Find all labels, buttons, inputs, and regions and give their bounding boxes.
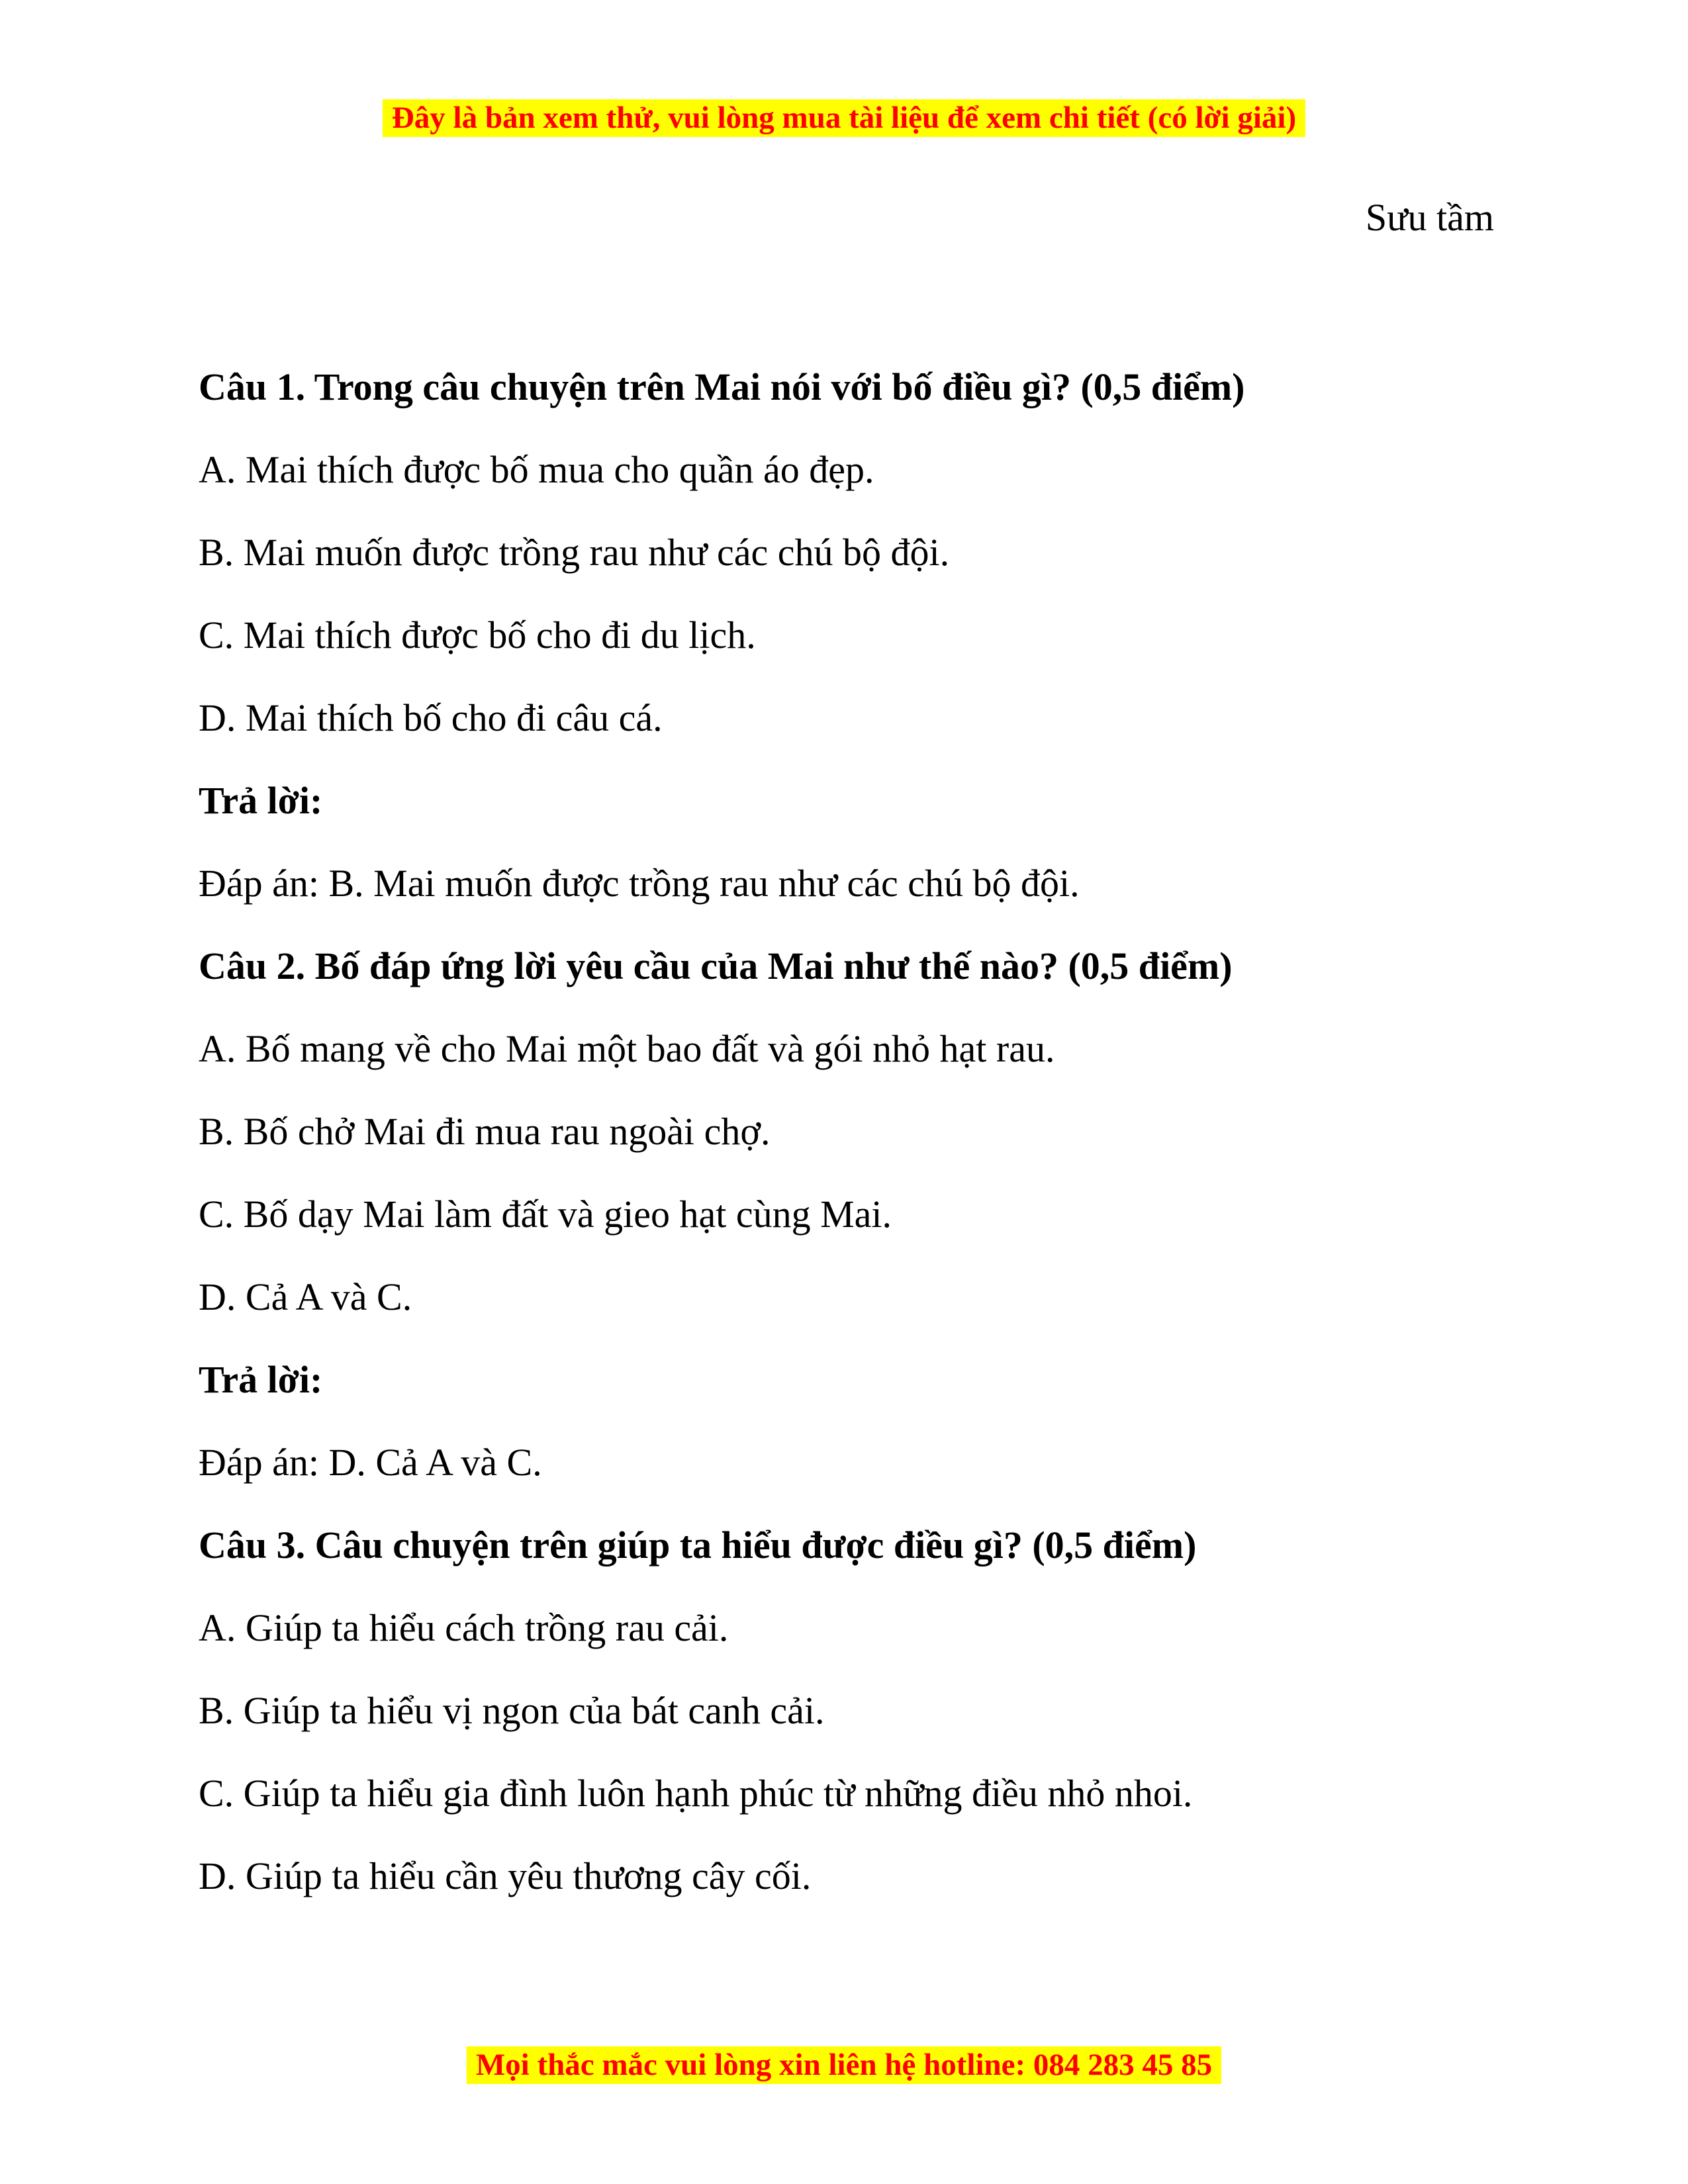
question-2-option-c: C. Bố dạy Mai làm đất và gieo hạt cùng Mai. bbox=[199, 1193, 892, 1236]
question-2-heading: Câu 2. Bố đáp ứng lời yêu cầu của Mai như thế nào? (0,5 điểm) bbox=[199, 944, 1233, 987]
question-1-option-c: C. Mai thích được bố cho đi du lịch. bbox=[199, 614, 756, 657]
question-2-option-b: B. Bố chở Mai đi mua rau ngoài chợ. bbox=[199, 1110, 771, 1153]
question-2-answer-label: Trả lời: bbox=[199, 1358, 323, 1401]
preview-notice-banner: Đây là bản xem thử, vui lòng mua tài liệu để xem chi tiết (có lời giải) bbox=[383, 99, 1305, 137]
question-1-option-b: B. Mai muốn được trồng rau như các chú bộ đội. bbox=[199, 531, 950, 574]
document-content bbox=[199, 364, 1489, 1936]
question-2-answer: Đáp án: D. Cả A và C. bbox=[199, 1441, 542, 1484]
question-3-option-a: A. Giúp ta hiểu cách trồng rau cải. bbox=[199, 1606, 729, 1649]
question-3-option-b: B. Giúp ta hiểu vị ngon của bát canh cải. bbox=[199, 1689, 825, 1732]
question-2-option-d: D. Cả A và C. bbox=[199, 1275, 412, 1318]
question-3-heading: Câu 3. Câu chuyện trên giúp ta hiểu được điều gì? (0,5 điểm) bbox=[199, 1524, 1197, 1567]
question-3-option-d: D. Giúp ta hiểu cần yêu thương cây cối. bbox=[199, 1854, 812, 1897]
question-1-answer: Đáp án: B. Mai muốn được trồng rau như các chú bộ đội. bbox=[199, 862, 1080, 905]
question-1-option-d: D. Mai thích bố cho đi câu cá. bbox=[199, 696, 663, 739]
hotline-banner: Mọi thắc mắc vui lòng xin liên hệ hotline: 084 283 45 85 bbox=[467, 2046, 1221, 2084]
question-3-option-c: C. Giúp ta hiểu gia đình luôn hạnh phúc từ những điều nhỏ nhoi. bbox=[199, 1772, 1193, 1815]
question-1-heading: Câu 1. Trong câu chuyện trên Mai nói với bố điều gì? (0,5 điểm) bbox=[199, 365, 1245, 408]
question-1-option-a: A. Mai thích được bố mua cho quần áo đẹp. bbox=[199, 448, 874, 491]
question-2-option-a: A. Bố mang về cho Mai một bao đất và gói nhỏ hạt rau. bbox=[199, 1027, 1055, 1070]
question-1-answer-label: Trả lời: bbox=[199, 779, 323, 822]
attribution-text: Sưu tầm bbox=[1365, 196, 1494, 239]
